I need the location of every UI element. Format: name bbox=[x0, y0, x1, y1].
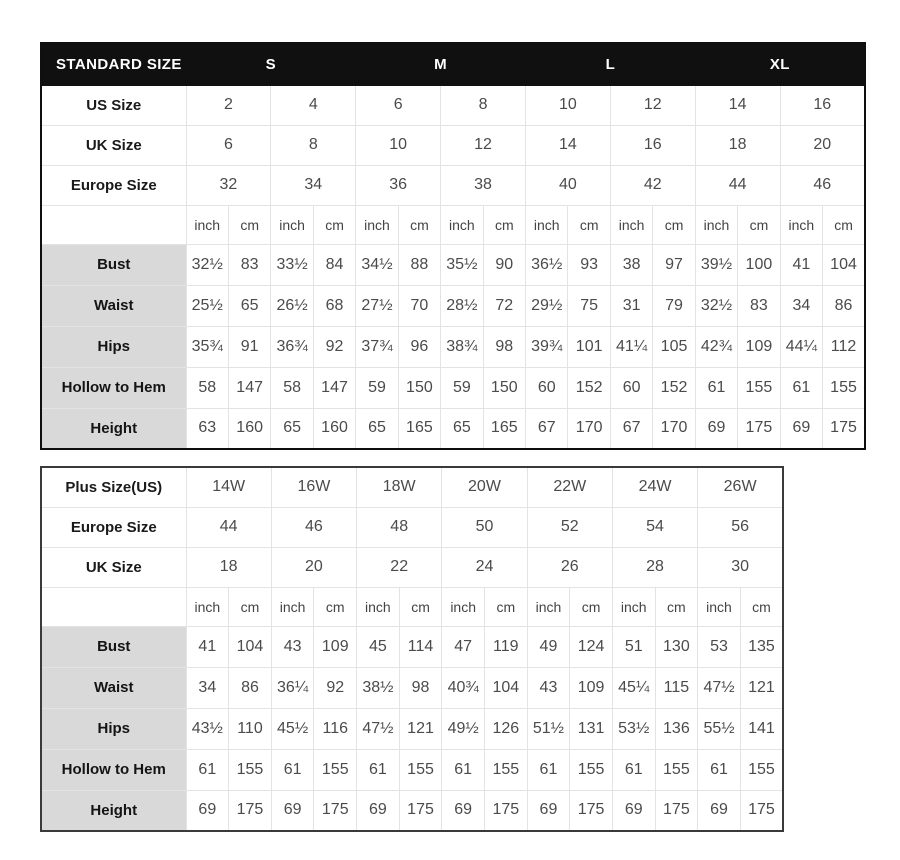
row-label: UK Size bbox=[41, 125, 186, 165]
unit-cm-label: cm bbox=[314, 587, 357, 626]
measurement-value-cell: 61 bbox=[698, 749, 741, 790]
measurement-value-cell: 41 bbox=[780, 244, 822, 285]
measurement-value-cell: 69 bbox=[780, 408, 822, 449]
size-value-cell: 8 bbox=[441, 85, 526, 125]
unit-inch-label: inch bbox=[527, 587, 570, 626]
size-value-cell: 54 bbox=[612, 507, 697, 547]
size-conversion-row bbox=[41, 85, 865, 125]
measurement-value-cell: 152 bbox=[653, 367, 695, 408]
measurement-value-cell: 38¾ bbox=[441, 326, 483, 367]
measurement-value-cell: 51 bbox=[612, 626, 655, 667]
measurement-value-cell: 175 bbox=[399, 790, 442, 831]
measurement-value-cell: 155 bbox=[570, 749, 613, 790]
unit-inch-label: inch bbox=[610, 205, 652, 244]
measurement-value-cell: 155 bbox=[738, 367, 780, 408]
unit-cm-label: cm bbox=[568, 205, 610, 244]
unit-cm-label: cm bbox=[229, 587, 272, 626]
size-value-cell: 8 bbox=[271, 125, 356, 165]
measurement-value-cell: 150 bbox=[483, 367, 525, 408]
size-value-cell: 38 bbox=[441, 165, 526, 205]
measurement-row-bust bbox=[41, 626, 783, 667]
measurement-value-cell: 65 bbox=[271, 408, 313, 449]
size-value-cell: 16W bbox=[271, 467, 356, 507]
size-value-cell: 14 bbox=[526, 125, 611, 165]
size-value-cell: 10 bbox=[356, 125, 441, 165]
measurement-label: Hollow to Hem bbox=[41, 749, 186, 790]
measurement-value-cell: 105 bbox=[653, 326, 695, 367]
size-value-cell: 52 bbox=[527, 507, 612, 547]
size-value-cell: 28 bbox=[612, 547, 697, 587]
measurement-value-cell: 58 bbox=[186, 367, 228, 408]
size-value-cell: 20W bbox=[442, 467, 527, 507]
size-value-cell: 34 bbox=[271, 165, 356, 205]
measurement-value-cell: 86 bbox=[823, 285, 865, 326]
unit-inch-label: inch bbox=[780, 205, 822, 244]
row-label: Plus Size(US) bbox=[41, 467, 186, 507]
measurement-value-cell: 124 bbox=[570, 626, 613, 667]
measurement-value-cell: 45 bbox=[357, 626, 400, 667]
measurement-value-cell: 69 bbox=[186, 790, 229, 831]
measurement-value-cell: 170 bbox=[568, 408, 610, 449]
measurement-row-hollow-to-hem bbox=[41, 367, 865, 408]
measurement-value-cell: 104 bbox=[484, 667, 527, 708]
measurement-label: Bust bbox=[41, 626, 186, 667]
size-value-cell: 22 bbox=[357, 547, 442, 587]
unit-inch-label: inch bbox=[441, 205, 483, 244]
size-value-cell: 30 bbox=[698, 547, 783, 587]
unit-inch-label: inch bbox=[442, 587, 485, 626]
measurement-value-cell: 92 bbox=[314, 667, 357, 708]
measurement-value-cell: 175 bbox=[738, 408, 780, 449]
measurement-row-hips bbox=[41, 326, 865, 367]
measurement-value-cell: 43½ bbox=[186, 708, 229, 749]
measurement-row-bust bbox=[41, 244, 865, 285]
measurement-value-cell: 69 bbox=[442, 790, 485, 831]
size-value-cell: 26W bbox=[698, 467, 783, 507]
measurement-value-cell: 53½ bbox=[612, 708, 655, 749]
size-value-cell: 20 bbox=[780, 125, 865, 165]
measurement-value-cell: 31 bbox=[610, 285, 652, 326]
measurement-value-cell: 69 bbox=[271, 790, 314, 831]
measurement-value-cell: 27½ bbox=[356, 285, 398, 326]
measurement-value-cell: 65 bbox=[228, 285, 270, 326]
measurement-value-cell: 104 bbox=[823, 244, 865, 285]
size-value-cell: 42 bbox=[610, 165, 695, 205]
size-value-cell: 24W bbox=[612, 467, 697, 507]
measurement-value-cell: 59 bbox=[356, 367, 398, 408]
measurement-value-cell: 109 bbox=[570, 667, 613, 708]
measurement-label: Hips bbox=[41, 326, 186, 367]
measurement-value-cell: 152 bbox=[568, 367, 610, 408]
measurement-value-cell: 84 bbox=[313, 244, 355, 285]
measurement-value-cell: 47 bbox=[442, 626, 485, 667]
measurement-value-cell: 65 bbox=[356, 408, 398, 449]
measurement-value-cell: 155 bbox=[314, 749, 357, 790]
size-value-cell: 10 bbox=[526, 85, 611, 125]
size-value-cell: 46 bbox=[780, 165, 865, 205]
size-value-cell: 16 bbox=[610, 125, 695, 165]
measurement-value-cell: 98 bbox=[483, 326, 525, 367]
measurement-value-cell: 155 bbox=[399, 749, 442, 790]
measurement-value-cell: 40¾ bbox=[442, 667, 485, 708]
unit-cm-label: cm bbox=[398, 205, 440, 244]
measurement-value-cell: 175 bbox=[823, 408, 865, 449]
size-value-cell: 12 bbox=[441, 125, 526, 165]
plus-size-table bbox=[40, 466, 784, 832]
measurement-value-cell: 38½ bbox=[357, 667, 400, 708]
measurement-value-cell: 49½ bbox=[442, 708, 485, 749]
measurement-value-cell: 69 bbox=[612, 790, 655, 831]
measurement-value-cell: 45½ bbox=[271, 708, 314, 749]
measurement-label: Waist bbox=[41, 285, 186, 326]
measurement-value-cell: 25½ bbox=[186, 285, 228, 326]
measurement-value-cell: 75 bbox=[568, 285, 610, 326]
size-value-cell: 46 bbox=[271, 507, 356, 547]
measurement-value-cell: 58 bbox=[271, 367, 313, 408]
measurement-value-cell: 79 bbox=[653, 285, 695, 326]
measurement-value-cell: 44¼ bbox=[780, 326, 822, 367]
measurement-value-cell: 34½ bbox=[356, 244, 398, 285]
size-value-cell: 26 bbox=[527, 547, 612, 587]
measurement-label: Hips bbox=[41, 708, 186, 749]
measurement-row-waist bbox=[41, 667, 783, 708]
measurement-value-cell: 28½ bbox=[441, 285, 483, 326]
measurement-value-cell: 43 bbox=[271, 626, 314, 667]
unit-cm-label: cm bbox=[823, 205, 865, 244]
measurement-value-cell: 83 bbox=[228, 244, 270, 285]
measurement-value-cell: 121 bbox=[740, 667, 783, 708]
unit-cm-label: cm bbox=[570, 587, 613, 626]
size-value-cell: 20 bbox=[271, 547, 356, 587]
measurement-value-cell: 39½ bbox=[695, 244, 737, 285]
unit-cm-label: cm bbox=[740, 587, 783, 626]
banner-title: STANDARD SIZE bbox=[41, 43, 186, 85]
measurement-value-cell: 88 bbox=[398, 244, 440, 285]
measurement-value-cell: 59 bbox=[441, 367, 483, 408]
measurement-value-cell: 101 bbox=[568, 326, 610, 367]
measurement-value-cell: 83 bbox=[738, 285, 780, 326]
unit-cm-label: cm bbox=[653, 205, 695, 244]
measurement-value-cell: 69 bbox=[695, 408, 737, 449]
size-value-cell: 18 bbox=[695, 125, 780, 165]
measurement-label: Waist bbox=[41, 667, 186, 708]
size-value-cell: 32 bbox=[186, 165, 271, 205]
size-value-cell: 36 bbox=[356, 165, 441, 205]
measurement-value-cell: 150 bbox=[398, 367, 440, 408]
measurement-value-cell: 61 bbox=[271, 749, 314, 790]
measurement-value-cell: 86 bbox=[229, 667, 272, 708]
plus-table-body bbox=[41, 467, 783, 831]
size-value-cell: 2 bbox=[186, 85, 271, 125]
size-value-cell: 12 bbox=[610, 85, 695, 125]
standard-table-body bbox=[41, 43, 865, 449]
size-conversion-row bbox=[41, 547, 783, 587]
measurement-value-cell: 67 bbox=[526, 408, 568, 449]
measurement-value-cell: 26½ bbox=[271, 285, 313, 326]
measurement-value-cell: 49 bbox=[527, 626, 570, 667]
measurement-value-cell: 70 bbox=[398, 285, 440, 326]
measurement-value-cell: 61 bbox=[186, 749, 229, 790]
measurement-value-cell: 155 bbox=[484, 749, 527, 790]
measurement-value-cell: 175 bbox=[655, 790, 698, 831]
measurement-value-cell: 130 bbox=[655, 626, 698, 667]
measurement-value-cell: 175 bbox=[484, 790, 527, 831]
measurement-value-cell: 33½ bbox=[271, 244, 313, 285]
measurement-value-cell: 110 bbox=[229, 708, 272, 749]
measurement-value-cell: 47½ bbox=[698, 667, 741, 708]
measurement-value-cell: 51½ bbox=[527, 708, 570, 749]
measurement-value-cell: 96 bbox=[398, 326, 440, 367]
size-value-cell: 48 bbox=[357, 507, 442, 547]
units-row bbox=[41, 587, 783, 626]
measurement-value-cell: 35½ bbox=[441, 244, 483, 285]
units-row bbox=[41, 205, 865, 244]
size-group-header-xl: XL bbox=[695, 43, 865, 85]
unit-inch-label: inch bbox=[356, 205, 398, 244]
size-value-cell: 40 bbox=[526, 165, 611, 205]
unit-inch-label: inch bbox=[186, 205, 228, 244]
measurement-value-cell: 38 bbox=[610, 244, 652, 285]
size-value-cell: 50 bbox=[442, 507, 527, 547]
size-value-cell: 44 bbox=[695, 165, 780, 205]
units-row-empty-label bbox=[41, 587, 186, 626]
measurement-value-cell: 155 bbox=[740, 749, 783, 790]
measurement-value-cell: 165 bbox=[483, 408, 525, 449]
measurement-value-cell: 69 bbox=[527, 790, 570, 831]
units-row-empty-label bbox=[41, 205, 186, 244]
size-value-cell: 4 bbox=[271, 85, 356, 125]
measurement-value-cell: 47½ bbox=[357, 708, 400, 749]
standard-size-table bbox=[40, 42, 866, 450]
measurement-value-cell: 60 bbox=[610, 367, 652, 408]
measurement-value-cell: 165 bbox=[398, 408, 440, 449]
size-value-cell: 6 bbox=[186, 125, 271, 165]
size-value-cell: 6 bbox=[356, 85, 441, 125]
size-value-cell: 16 bbox=[780, 85, 865, 125]
measurement-value-cell: 160 bbox=[313, 408, 355, 449]
measurement-value-cell: 39¾ bbox=[526, 326, 568, 367]
measurement-value-cell: 69 bbox=[698, 790, 741, 831]
measurement-value-cell: 98 bbox=[399, 667, 442, 708]
unit-cm-label: cm bbox=[228, 205, 270, 244]
measurement-value-cell: 141 bbox=[740, 708, 783, 749]
size-conversion-row bbox=[41, 507, 783, 547]
measurement-value-cell: 175 bbox=[229, 790, 272, 831]
measurement-value-cell: 109 bbox=[314, 626, 357, 667]
measurement-value-cell: 90 bbox=[483, 244, 525, 285]
measurement-value-cell: 55½ bbox=[698, 708, 741, 749]
size-value-cell: 18 bbox=[186, 547, 271, 587]
size-value-cell: 56 bbox=[698, 507, 783, 547]
measurement-row-height bbox=[41, 790, 783, 831]
size-group-header-m: M bbox=[356, 43, 526, 85]
unit-inch-label: inch bbox=[186, 587, 229, 626]
row-label: Europe Size bbox=[41, 165, 186, 205]
measurement-value-cell: 61 bbox=[695, 367, 737, 408]
measurement-value-cell: 91 bbox=[228, 326, 270, 367]
measurement-value-cell: 114 bbox=[399, 626, 442, 667]
measurement-value-cell: 109 bbox=[738, 326, 780, 367]
measurement-value-cell: 136 bbox=[655, 708, 698, 749]
size-conversion-row bbox=[41, 467, 783, 507]
unit-inch-label: inch bbox=[698, 587, 741, 626]
unit-cm-label: cm bbox=[399, 587, 442, 626]
unit-inch-label: inch bbox=[271, 587, 314, 626]
measurement-label: Hollow to Hem bbox=[41, 367, 186, 408]
measurement-value-cell: 175 bbox=[570, 790, 613, 831]
row-label: UK Size bbox=[41, 547, 186, 587]
size-group-header-l: L bbox=[526, 43, 696, 85]
measurement-value-cell: 35¾ bbox=[186, 326, 228, 367]
measurement-value-cell: 135 bbox=[740, 626, 783, 667]
measurement-row-height bbox=[41, 408, 865, 449]
measurement-value-cell: 32½ bbox=[186, 244, 228, 285]
measurement-value-cell: 170 bbox=[653, 408, 695, 449]
measurement-value-cell: 41¼ bbox=[610, 326, 652, 367]
measurement-value-cell: 160 bbox=[228, 408, 270, 449]
measurement-value-cell: 65 bbox=[441, 408, 483, 449]
size-value-cell: 22W bbox=[527, 467, 612, 507]
measurement-value-cell: 92 bbox=[313, 326, 355, 367]
measurement-value-cell: 100 bbox=[738, 244, 780, 285]
measurement-value-cell: 175 bbox=[314, 790, 357, 831]
unit-inch-label: inch bbox=[357, 587, 400, 626]
size-value-cell: 14 bbox=[695, 85, 780, 125]
measurement-value-cell: 36½ bbox=[526, 244, 568, 285]
measurement-label: Height bbox=[41, 408, 186, 449]
measurement-value-cell: 72 bbox=[483, 285, 525, 326]
measurement-value-cell: 36¾ bbox=[271, 326, 313, 367]
measurement-row-hollow-to-hem bbox=[41, 749, 783, 790]
unit-inch-label: inch bbox=[612, 587, 655, 626]
measurement-value-cell: 155 bbox=[823, 367, 865, 408]
measurement-value-cell: 119 bbox=[484, 626, 527, 667]
unit-inch-label: inch bbox=[695, 205, 737, 244]
unit-cm-label: cm bbox=[313, 205, 355, 244]
measurement-value-cell: 155 bbox=[229, 749, 272, 790]
unit-cm-label: cm bbox=[484, 587, 527, 626]
size-value-cell: 18W bbox=[357, 467, 442, 507]
measurement-value-cell: 121 bbox=[399, 708, 442, 749]
measurement-value-cell: 61 bbox=[357, 749, 400, 790]
measurement-value-cell: 29½ bbox=[526, 285, 568, 326]
size-value-cell: 44 bbox=[186, 507, 271, 547]
unit-inch-label: inch bbox=[271, 205, 313, 244]
measurement-value-cell: 147 bbox=[313, 367, 355, 408]
measurement-value-cell: 32½ bbox=[695, 285, 737, 326]
measurement-row-hips bbox=[41, 708, 783, 749]
measurement-value-cell: 155 bbox=[655, 749, 698, 790]
measurement-value-cell: 69 bbox=[357, 790, 400, 831]
measurement-value-cell: 116 bbox=[314, 708, 357, 749]
measurement-value-cell: 42¾ bbox=[695, 326, 737, 367]
measurement-value-cell: 34 bbox=[780, 285, 822, 326]
measurement-value-cell: 45¼ bbox=[612, 667, 655, 708]
unit-inch-label: inch bbox=[526, 205, 568, 244]
measurement-value-cell: 63 bbox=[186, 408, 228, 449]
measurement-value-cell: 61 bbox=[612, 749, 655, 790]
measurement-value-cell: 53 bbox=[698, 626, 741, 667]
unit-cm-label: cm bbox=[738, 205, 780, 244]
measurement-value-cell: 175 bbox=[740, 790, 783, 831]
unit-cm-label: cm bbox=[483, 205, 525, 244]
measurement-value-cell: 147 bbox=[228, 367, 270, 408]
measurement-value-cell: 37¾ bbox=[356, 326, 398, 367]
measurement-value-cell: 61 bbox=[442, 749, 485, 790]
size-value-cell: 24 bbox=[442, 547, 527, 587]
measurement-value-cell: 60 bbox=[526, 367, 568, 408]
standard-table-banner-row bbox=[41, 43, 865, 85]
measurement-value-cell: 93 bbox=[568, 244, 610, 285]
measurement-value-cell: 131 bbox=[570, 708, 613, 749]
measurement-value-cell: 34 bbox=[186, 667, 229, 708]
measurement-value-cell: 61 bbox=[527, 749, 570, 790]
measurement-value-cell: 126 bbox=[484, 708, 527, 749]
size-value-cell: 14W bbox=[186, 467, 271, 507]
size-conversion-row bbox=[41, 125, 865, 165]
size-group-header-s: S bbox=[186, 43, 356, 85]
unit-cm-label: cm bbox=[655, 587, 698, 626]
measurement-label: Height bbox=[41, 790, 186, 831]
measurement-value-cell: 61 bbox=[780, 367, 822, 408]
row-label: US Size bbox=[41, 85, 186, 125]
measurement-value-cell: 97 bbox=[653, 244, 695, 285]
measurement-value-cell: 104 bbox=[229, 626, 272, 667]
measurement-label: Bust bbox=[41, 244, 186, 285]
measurement-value-cell: 68 bbox=[313, 285, 355, 326]
measurement-value-cell: 43 bbox=[527, 667, 570, 708]
measurement-value-cell: 112 bbox=[823, 326, 865, 367]
row-label: Europe Size bbox=[41, 507, 186, 547]
measurement-row-waist bbox=[41, 285, 865, 326]
measurement-value-cell: 115 bbox=[655, 667, 698, 708]
measurement-value-cell: 41 bbox=[186, 626, 229, 667]
measurement-value-cell: 36¼ bbox=[271, 667, 314, 708]
measurement-value-cell: 67 bbox=[610, 408, 652, 449]
size-conversion-row bbox=[41, 165, 865, 205]
